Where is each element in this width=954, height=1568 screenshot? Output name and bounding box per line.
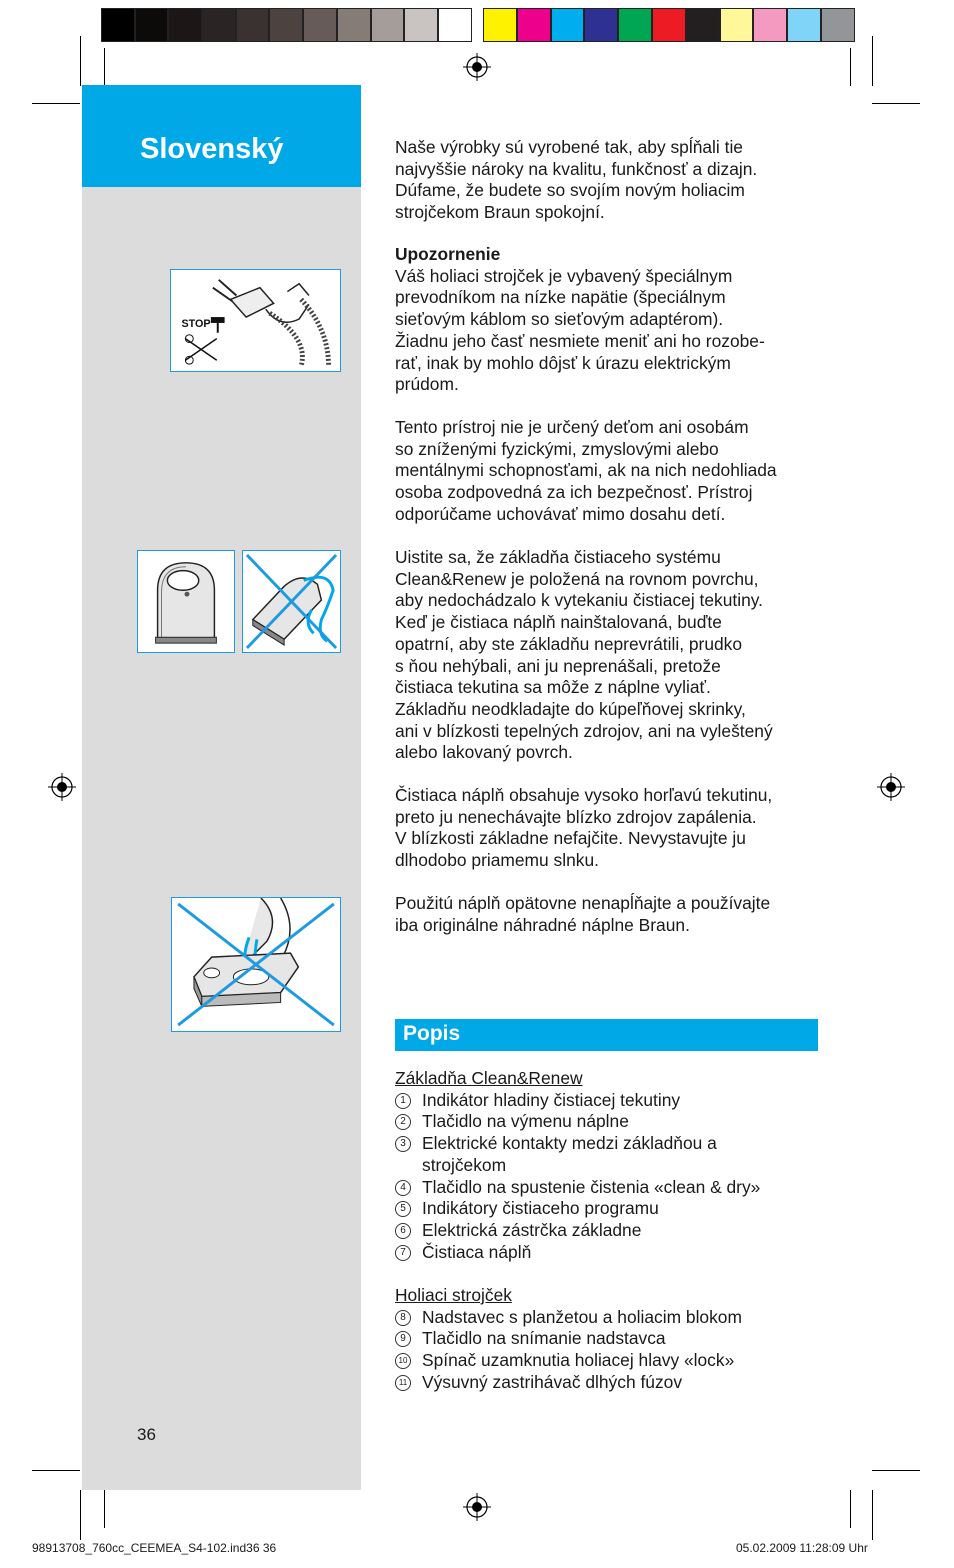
registration-mark-icon: [463, 53, 491, 81]
color-swatch: [652, 8, 686, 42]
item-text: Tlačidlo na spustenie čistenia «clean & dry»: [422, 1176, 761, 1197]
item-text: Výsuvný zastrihávač dlhých fúzov: [422, 1371, 683, 1392]
color-swatch: [787, 8, 821, 42]
text-line: Čistiaca náplň obsahuje vysoko horľavú tekutinu,: [395, 785, 773, 805]
item-text: Čistiaca náplň: [422, 1241, 532, 1262]
color-swatch: [404, 8, 438, 42]
item-number-badge: 11: [395, 1375, 411, 1391]
description-group-base: [395, 1068, 805, 1263]
crop-mark: [872, 1490, 873, 1540]
item-text: Elektrické kontakty medzi základňou a strojčekom: [422, 1133, 717, 1175]
text-line: opatrní, aby ste základňu neprevrátili, prudko: [395, 633, 743, 654]
process-color-bar: [483, 8, 855, 42]
text-line: odporúčame uchovávať mimo dosahu detí.: [395, 503, 726, 524]
item-number-badge: 10: [395, 1353, 411, 1369]
list-item: [395, 1133, 805, 1176]
item-number-badge: 4: [395, 1180, 411, 1196]
warning-heading: Upozornenie: [395, 244, 501, 264]
color-swatch: [686, 8, 720, 42]
registration-mark-icon: [463, 1493, 491, 1521]
text-line: alebo lakovaný povrch.: [395, 742, 573, 763]
crop-mark: [850, 48, 851, 86]
crop-mark: [80, 36, 81, 86]
color-swatch: [551, 8, 585, 42]
crop-mark: [850, 1490, 851, 1528]
text-line: Základňu neodkladajte do kúpeľňovej skrinky,: [395, 698, 746, 719]
text-line: Clean&Renew je položená na rovnom povrchu,: [395, 568, 759, 589]
title-block: [82, 85, 361, 187]
refill-crossed-illustration: [171, 897, 341, 1032]
list-item: [395, 1307, 805, 1329]
color-swatch: [337, 8, 371, 42]
list-item: [395, 1220, 805, 1242]
text-line: Uistite sa, že základňa čistiaceho systému: [395, 547, 721, 567]
item-number-badge: 9: [395, 1331, 411, 1347]
page-title: Slovenský: [140, 133, 284, 165]
color-swatch: [483, 8, 517, 42]
item-number-badge: 8: [395, 1310, 411, 1326]
item-number-badge: 3: [395, 1136, 411, 1152]
item-number-badge: 5: [395, 1201, 411, 1217]
text-line: Dúfame, že budete so svojím novým holiacim: [395, 180, 745, 201]
text-line: prevodníkom na nízke napätie (špeciálnym: [395, 287, 726, 308]
description-heading: Popis: [403, 1022, 461, 1045]
warning-paragraph-4: [395, 785, 825, 872]
crop-mark: [872, 103, 920, 104]
item-number-badge: 1: [395, 1093, 411, 1109]
list-item: [395, 1090, 805, 1112]
item-text: Indikátor hladiny čistiacej tekutiny: [422, 1089, 681, 1110]
warning-paragraph-5: [395, 893, 825, 936]
item-number-badge: 7: [395, 1245, 411, 1261]
text-line: Použitú náplň opätovne nenapĺňajte a používajte: [395, 893, 771, 913]
color-swatch: [168, 8, 202, 42]
color-swatch: [269, 8, 303, 42]
plug-stop-illustration: [170, 269, 341, 372]
color-swatch: [236, 8, 270, 42]
base-tilted-crossed-illustration: [242, 550, 341, 653]
item-text: Spínač uzamknutia holiacej hlavy «lock»: [422, 1350, 735, 1371]
text-line: Keď je čistiaca náplň nainštalovaná, buďte: [395, 612, 722, 633]
item-text: Elektrická zástrčka základne: [422, 1219, 642, 1240]
text-line: najvyššie nároky na kvalitu, funkčnosť a dizajn.: [395, 158, 758, 179]
color-swatch: [517, 8, 551, 42]
page-number: 36: [137, 1425, 156, 1444]
text-line: Váš holiaci strojček je vybavený špeciálnym: [395, 265, 733, 286]
base-upright-illustration: [137, 550, 235, 653]
list-item: [395, 1242, 805, 1264]
group-title-shaver: Holiaci strojček: [395, 1285, 512, 1305]
description-heading-bar: [395, 1019, 818, 1051]
color-swatch: [720, 8, 754, 42]
list-item: [395, 1111, 805, 1133]
text-line: dlhodobo priamemu slnku.: [395, 850, 599, 871]
text-line: ani v blízkosti tepelných zdrojov, ani na vyleštený: [395, 720, 773, 741]
gray-color-bar: [101, 8, 472, 42]
text-line: prúdom.: [395, 374, 459, 395]
item-text: Indikátory čistiaceho programu: [422, 1198, 659, 1219]
text-line: strojčekom Braun spokojní.: [395, 202, 605, 223]
warning-paragraph-2: [395, 417, 825, 526]
text-line: so zníženými fyzickými, zmyslovými alebo: [395, 438, 719, 459]
text-line: čistiaca tekutina sa môže z náplne vyliať.: [395, 677, 711, 698]
item-text: Tlačidlo na snímanie nadstavca: [422, 1328, 666, 1349]
list-item: [395, 1328, 805, 1350]
footer-timestamp: 05.02.2009 11:28:09 Uhr: [736, 1541, 868, 1555]
color-swatch: [101, 8, 135, 42]
text-line: osoba zodpovedná za ich bezpečnosť. Prístroj: [395, 482, 753, 503]
item-number-badge: 6: [395, 1223, 411, 1239]
stop-label: STOP: [181, 317, 211, 330]
color-swatch: [202, 8, 236, 42]
crop-mark: [104, 1490, 105, 1528]
list-item: [395, 1350, 805, 1372]
text-line: Naše výrobky sú vyrobené tak, aby spĺňali tie: [395, 137, 743, 157]
crop-mark: [80, 1490, 81, 1540]
color-swatch: [821, 8, 855, 42]
warning-paragraph-1: [395, 266, 825, 396]
color-swatch: [135, 8, 169, 42]
color-swatch: [584, 8, 618, 42]
list-item: [395, 1198, 805, 1220]
text-line: sieťovým káblom so sieťovým adaptérom).: [395, 309, 724, 330]
text-line: preto ju nenechávajte blízko zdrojov zapálenia.: [395, 806, 757, 827]
list-item: [395, 1177, 805, 1199]
text-line: Žiadnu jeho časť nesmiete meniť ani ho rozobe-: [395, 330, 765, 351]
crop-mark: [32, 103, 80, 104]
warning-section: [395, 244, 825, 396]
group-title-base: Základňa Clean&Renew: [395, 1068, 583, 1088]
item-text: Tlačidlo na výmenu náplne: [422, 1111, 629, 1132]
intro-paragraph: [395, 137, 825, 224]
text-line: rať, inak by mohlo dôjsť k úrazu elektrickým: [395, 352, 731, 373]
list-item: [395, 1372, 805, 1394]
color-swatch: [303, 8, 337, 42]
registration-mark-icon: [48, 773, 76, 801]
item-number-badge: 2: [395, 1114, 411, 1130]
registration-mark-icon: [877, 773, 905, 801]
color-swatch: [753, 8, 787, 42]
text-line: mentálnymi schopnosťami, ak na nich nedohliada: [395, 460, 777, 481]
color-swatch: [618, 8, 652, 42]
text-line: V blízkosti základne nefajčite. Nevystavujte ju: [395, 828, 746, 849]
footer-file-info: 98913708_760cc_CEEMEA_S4-102.ind36 36: [32, 1541, 277, 1555]
crop-mark: [32, 1470, 80, 1471]
crop-mark: [872, 1470, 920, 1471]
text-line: aby nedochádzalo k vytekaniu čistiacej tekutiny.: [395, 590, 763, 611]
text-line: s ňou nehýbali, ani ju neprenášali, pretože: [395, 655, 721, 676]
description-group-shaver: [395, 1285, 805, 1394]
text-line: iba originálne náhradné náplne Braun.: [395, 914, 690, 935]
text-line: Tento prístroj nie je určený deťom ani osobám: [395, 417, 749, 437]
item-text: Nadstavec s planžetou a holiacim blokom: [422, 1306, 742, 1327]
crop-mark: [104, 48, 105, 86]
crop-mark: [872, 36, 873, 86]
color-swatch: [371, 8, 405, 42]
warning-paragraph-3: [395, 547, 825, 764]
color-swatch: [438, 8, 472, 42]
